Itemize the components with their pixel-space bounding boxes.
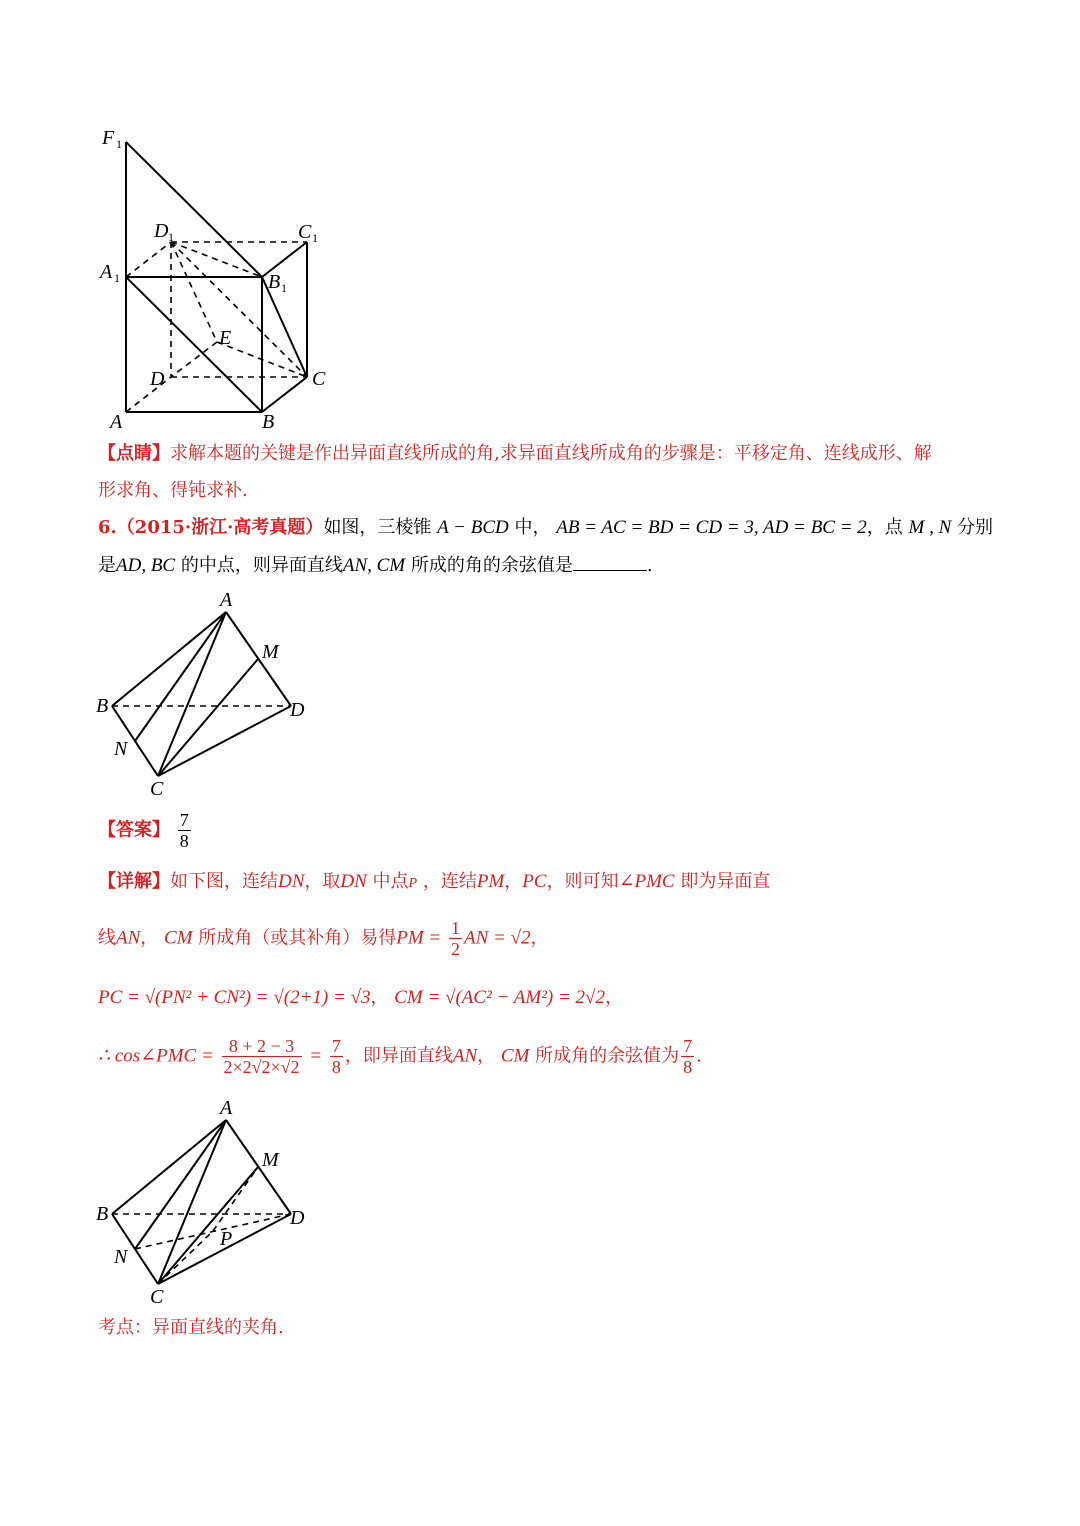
label-B: B bbox=[96, 695, 109, 717]
answer-numerator: 7 bbox=[179, 810, 189, 830]
detail-line-1 bbox=[98, 869, 770, 897]
d4-b: ，即异面直线 bbox=[344, 1045, 453, 1067]
label-A: A bbox=[110, 411, 123, 433]
d2-a: 线 bbox=[98, 927, 116, 949]
d3-a: PC = √(PN² + CN²) = √(2+1) = √3 bbox=[98, 987, 371, 1008]
d4-f: 所成角的余弦值为 bbox=[535, 1045, 680, 1067]
question-number: 6. bbox=[98, 517, 117, 538]
d4-eq: = bbox=[309, 1045, 323, 1067]
dianjing-line-2 bbox=[98, 478, 248, 504]
d1-l: ∠PMC bbox=[618, 871, 675, 892]
d1-f: P bbox=[408, 876, 418, 891]
q6-text-4: 分别 bbox=[957, 517, 994, 538]
dianjing-text-1: 求解本题的关键是作出异面直线所成的角,求异面直线所成角的步骤是：平移定角、连线成形、解 bbox=[170, 443, 932, 464]
answer-line bbox=[98, 810, 193, 851]
d4-den-1: 2×2√2×√2 bbox=[223, 1057, 300, 1077]
dianjing-tag: 【点睛】 bbox=[98, 443, 170, 464]
d1-i: ， bbox=[504, 871, 523, 892]
label-C: C bbox=[150, 1286, 164, 1308]
d4-e: CM bbox=[500, 1045, 530, 1067]
detail-tag: 【详解】 bbox=[98, 871, 170, 892]
label-C: C bbox=[150, 778, 164, 800]
d2-c: ， bbox=[140, 927, 159, 949]
label-C1: C bbox=[298, 221, 312, 243]
d2-b: AN bbox=[116, 927, 141, 949]
answer-denominator: 8 bbox=[179, 831, 189, 851]
label-D1-sub: 1 bbox=[168, 230, 174, 244]
q6-text-2: 中， bbox=[514, 517, 551, 538]
label-C1-sub: 1 bbox=[312, 231, 318, 245]
figure-tetrahedron-with-p bbox=[90, 1094, 330, 1309]
dianjing-text-2: 形求角、得钝求补. bbox=[98, 480, 248, 501]
label-E: E bbox=[219, 327, 232, 349]
d4-num-3: 7 bbox=[683, 1036, 693, 1056]
d1-j: PC bbox=[522, 871, 547, 892]
label-D: D bbox=[150, 368, 165, 390]
question-6-line-2 bbox=[98, 553, 653, 579]
q6-text-5: 是 bbox=[98, 555, 116, 576]
d3-d: ， bbox=[604, 987, 623, 1008]
q6-math-5: AN, CM bbox=[342, 555, 406, 576]
label-A1: A bbox=[100, 261, 113, 283]
q6-text-1: 如图，三棱锥 bbox=[323, 517, 432, 538]
d1-a: 如下图，连结 bbox=[170, 871, 278, 892]
d1-g: ，连结 bbox=[422, 871, 477, 892]
answer-blank bbox=[573, 554, 647, 571]
label-M: M bbox=[262, 1149, 279, 1171]
d2-den: 2 bbox=[451, 939, 460, 959]
d4-c: AN bbox=[452, 1045, 478, 1067]
d4-fraction-2 bbox=[330, 1036, 343, 1077]
label-D1: D bbox=[154, 220, 169, 242]
answer-fraction bbox=[178, 810, 191, 851]
detail-line-3 bbox=[98, 985, 623, 1011]
label-M: M bbox=[262, 641, 279, 663]
label-A1-sub: 1 bbox=[114, 271, 120, 285]
label-F1-sub: 1 bbox=[116, 137, 122, 151]
q6-math-4: AD, BC bbox=[116, 555, 176, 576]
question-source: （2015·浙江·高考真题） bbox=[116, 517, 324, 538]
label-B: B bbox=[96, 1203, 109, 1225]
detail-line-4 bbox=[98, 1036, 702, 1077]
q6-math-2: AB = AC = BD = CD = 3, AD = BC = 2 bbox=[556, 517, 867, 538]
label-P: P bbox=[220, 1228, 233, 1250]
label-B1: B bbox=[268, 271, 281, 293]
label-D: D bbox=[290, 699, 305, 721]
d3-c: CM = √(AC² − AM²) = 2√2 bbox=[394, 987, 605, 1008]
d4-num-2: 7 bbox=[331, 1036, 341, 1056]
d3-b: ， bbox=[370, 987, 389, 1008]
d4-fraction-3 bbox=[681, 1036, 694, 1077]
d4-a: ∴ cos∠PMC = bbox=[98, 1045, 214, 1067]
dianjing-line-1 bbox=[98, 441, 932, 467]
label-N: N bbox=[114, 738, 128, 760]
d1-m: 即为异面直 bbox=[680, 871, 771, 892]
d4-g: . bbox=[696, 1045, 702, 1067]
d2-f: PM = bbox=[396, 927, 442, 949]
d2-h: ， bbox=[530, 927, 549, 949]
detail-line-2 bbox=[98, 918, 549, 959]
q6-math-1: A − BCD bbox=[437, 517, 509, 538]
d4-fraction-1 bbox=[222, 1036, 302, 1077]
d2-fraction bbox=[449, 918, 462, 959]
figure-tetrahedron bbox=[90, 586, 330, 801]
label-B1-sub: 1 bbox=[281, 281, 287, 295]
label-F1: F bbox=[102, 127, 115, 149]
label-A: A bbox=[220, 1097, 233, 1119]
d1-h: PM bbox=[476, 871, 505, 892]
d4-den-2: 8 bbox=[331, 1057, 341, 1077]
label-C: C bbox=[312, 368, 326, 390]
q6-text-3: ，点 bbox=[866, 517, 903, 538]
d2-num: 1 bbox=[451, 918, 460, 938]
label-A: A bbox=[220, 589, 233, 611]
d4-num-1: 8 + 2 − 3 bbox=[222, 1036, 302, 1057]
label-D: D bbox=[290, 1207, 305, 1229]
q6-text-6: 的中点，则异面直线 bbox=[180, 555, 343, 576]
d4-d: ， bbox=[477, 1045, 496, 1067]
d4-den-3: 8 bbox=[683, 1057, 693, 1077]
kaodian: 考点：异面直线的夹角. bbox=[98, 1317, 284, 1338]
d1-e: 中点 bbox=[372, 871, 409, 892]
q6-math-3: M , N bbox=[908, 517, 952, 538]
question-6-line-1 bbox=[98, 515, 993, 541]
q6-text-7: 所成的角的余弦值是 bbox=[410, 555, 573, 576]
label-N: N bbox=[114, 1246, 128, 1268]
d2-d: CM bbox=[164, 927, 193, 949]
figure-prism bbox=[90, 120, 350, 440]
answer-tag: 【答案】 bbox=[98, 819, 170, 841]
d2-g: AN = √2 bbox=[464, 927, 531, 949]
d1-k: ，则可知 bbox=[546, 871, 619, 892]
q6-end: . bbox=[646, 555, 653, 576]
d1-c: ，取 bbox=[304, 871, 341, 892]
d1-b: DN bbox=[278, 871, 305, 892]
label-B: B bbox=[262, 411, 275, 433]
d1-d: DN bbox=[340, 871, 367, 892]
d2-e: 所成角（或其补角）易得 bbox=[198, 927, 397, 949]
